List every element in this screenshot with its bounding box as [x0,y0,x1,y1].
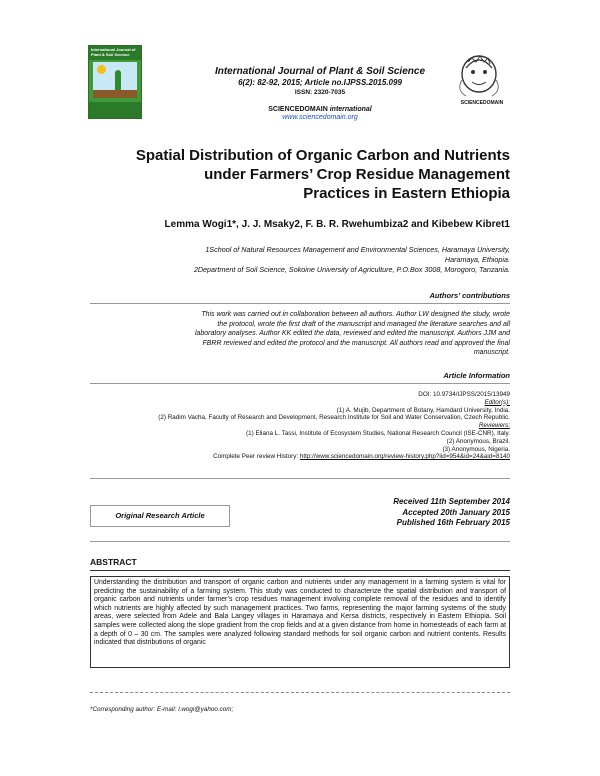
history-label: Complete Peer review History: [213,453,299,461]
section-divider [90,303,510,304]
article-info [40,391,510,461]
editor-line: (2) Radim Vacha, Faculty of Research and Development, Research Institute for Soil and Water Conservation, Czech Republic. [158,414,510,422]
editors-label: Editor(s): [484,398,510,406]
affiliation-line: 2Department of Soil Science, Sokoine University of Agriculture, P.O.Box 3008, Morogoro, Tanzania. [193,265,510,274]
reviewer-line: (2) Anonymous, Brazil. [446,437,510,445]
review-history [40,453,510,461]
cover-title-band [89,46,141,60]
abstract-text: Understanding the distribution and transport of organic carbon and nutrients under any management in a farming system is vital for predicting the sustainability of a farming system. This study was conducted to characterize the spatial distribution and transport of organic carbon and nutrients under farmer’s crop residues management involving complete removal of the residues and to identify which nutrients are highly affected by such management practices. Two farms, representing the major farming systems of the study areas, were selected from Adele and Bala Langey villages in Haramaya and Kersa districts, respectively in Eastern Ethiopia. Soil samples were collected along the slope gradient from the crop fields and at a given distance from home in homesteads of each farm at a depth of 0 – 30 cm. The samples were analyzed following standard methods for soil organic carbon and nutrient contents. Results indicated that distributions of organic [90,576,510,668]
title-line: Spatial Distribution of Organic Carbon and Nutrients [135,147,510,164]
author-list: Lemma Wogi1*, J. J. Msaky2, F. B. R. Rwehumbiza2 and Kibebew Kibret1 [164,219,510,230]
corresponding-author-footnote: *Corresponding author: E-mail: l.wogi@yahoo.com; [90,706,234,713]
contributions-text [90,310,510,358]
article-info-heading: Article Information [443,371,510,380]
publisher-url[interactable]: www.sciencedomain.org [282,114,358,121]
cover-title-line2: Plant & Soil Science [91,52,130,57]
doi: DOI: 10.9734/IJPSS/2015/13949 [418,391,510,398]
section-divider [90,570,510,571]
section-divider [90,478,510,479]
reviewers-label: Reviewers: [478,422,510,430]
journal-volume: 6(2): 82-92, 2015; Article no.IJPSS.2015.099 [238,78,402,87]
abstract-heading: ABSTRACT [90,557,137,567]
footnote-divider [90,692,510,693]
affiliation-line: 1School of Natural Resources Management and Environmental Sciences, Haramaya University, [205,245,510,254]
cover-soil [93,90,137,98]
journal-issn: ISSN: 2320-7035 [294,89,346,96]
received-date: Received 11th September 2014 [393,497,510,506]
contributions-heading: Authors’ contributions [429,291,510,300]
accepted-date: Accepted 20th January 2015 [402,507,510,517]
publisher-name [150,106,490,113]
section-divider [90,541,510,542]
contributions-line: FBRR reviewed and edited the protocol and the manuscript. All authors read and approved the final [202,339,510,347]
contributions-line: This work was carried out in collaboration between all authors. Author LW designed the study, wrote [201,311,510,318]
section-divider [90,383,510,384]
editor-line: (1) A. Mujib, Department of Botany, Hamdard University, India. [336,406,510,414]
affiliation-line: Haramaya, Ethiopia. [444,255,510,264]
article-type-badge: Original Research Article [90,505,230,527]
publisher-label: SCIENCEDOMAIN [268,106,328,113]
title-line: under Farmers’ Crop Residue Management [204,166,510,183]
journal-cover-image [88,45,142,119]
contributions-line: laboratory analyses. Author KK edited the data, reviewed and edited the manuscript. Authors JJM and [194,330,510,337]
cover-plant-icon [115,70,121,92]
reviewer-line: (3) Anonymous, Nigeria. [442,445,510,453]
contributions-line: manuscript. [473,349,510,356]
published-date: Published 16th February 2015 [396,518,510,527]
title-line: Practices in Eastern Ethiopia [303,185,510,202]
cover-title-line1: International Journal of [91,47,136,52]
journal-name: International Journal of Plant & Soil Science [214,66,426,77]
paper-title [60,146,510,203]
cover-sun-icon [97,65,106,74]
reviewer-line: (1) Eliana L. Tassi, Institute of Ecosystem Studies, National Research Council (ISE-CNR), Italy. [246,429,510,437]
affiliations [60,245,510,275]
publisher-suffix: international [329,106,372,113]
journal-header [150,66,490,121]
review-history-link[interactable]: http://www.sciencedomain.org/review-history.php?iid=954&id=24&aid=8140 [299,453,510,461]
cover-footer-band [89,102,141,118]
contributions-line: the protocol, wrote the first draft of the manuscript and managed the literature searches and all [217,320,510,328]
publisher-logo-text: SCIENCEDOMAIN [460,100,504,106]
publication-dates [300,497,510,529]
